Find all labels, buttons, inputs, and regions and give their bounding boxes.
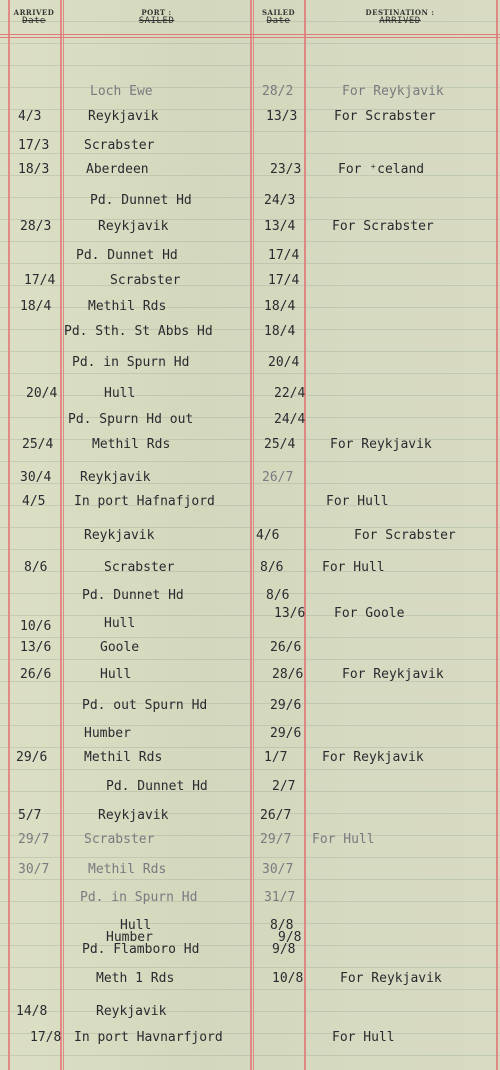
sailed-date-cell: 23/3	[270, 162, 302, 177]
sailed-date-cell: 13/6	[274, 606, 306, 621]
header-arrived: ARRIVED Date	[13, 8, 55, 26]
port-cell: Reykjavik	[84, 528, 155, 543]
port-cell: Methil Rds	[84, 750, 163, 765]
port-cell: Scrabster	[110, 273, 181, 288]
sailed-date-cell: 29/6	[270, 726, 302, 741]
destination-cell: For Reykjavik	[322, 750, 424, 765]
port-cell: Methil Rds	[92, 437, 171, 452]
port-cell: Humber	[84, 726, 131, 741]
sailed-date-cell: 25/4	[264, 437, 296, 452]
port-cell: In port Hafnafjord	[74, 494, 215, 509]
sailed-date-cell: 4/6	[256, 528, 280, 543]
sailed-date-cell: 10/8	[272, 971, 304, 986]
destination-cell: For Reykjavik	[342, 84, 444, 99]
sailed-date-cell: 28/6	[272, 667, 304, 682]
header-sailed: SAILED Date	[261, 8, 296, 26]
header-rule	[0, 37, 500, 38]
port-cell: Pd. Dunnet Hd	[90, 193, 192, 208]
port-cell: Methil Rds	[88, 862, 167, 877]
arrived-date-cell: 17/4	[24, 273, 56, 288]
port-cell: Hull	[104, 616, 136, 631]
sailed-date-cell: 24/3	[264, 193, 296, 208]
destination-cell: For Reykjavik	[330, 437, 432, 452]
port-cell: Reykjavik	[96, 1004, 167, 1019]
sailed-date-cell: 24/4	[274, 412, 306, 427]
port-cell: Pd. out Spurn Hd	[82, 698, 208, 713]
arrived-date-cell: 8/6	[24, 560, 48, 575]
port-cell: Reykjavik	[98, 219, 169, 234]
arrived-date-cell: 5/7	[18, 808, 42, 823]
port-cell: Pd. in Spurn Hd	[80, 890, 198, 905]
header-port: PORT : SAILED	[138, 8, 175, 26]
port-cell: Pd. Dunnet Hd	[82, 588, 184, 603]
sailed-date-cell: 26/7	[260, 808, 292, 823]
arrived-date-cell: 29/6	[16, 750, 48, 765]
port-cell: Pd. Dunnet Hd	[106, 779, 208, 794]
header-destination: DESTINATION : ARRIVED	[365, 8, 435, 26]
sailed-date-cell: 18/4	[264, 299, 296, 314]
port-cell: Pd. Dunnet Hd	[76, 248, 178, 263]
arrived-date-cell: 13/6	[20, 640, 52, 655]
column-rule	[304, 0, 306, 1070]
destination-cell: For Scrabster	[354, 528, 456, 543]
sailed-date-cell: 29/7	[260, 832, 292, 847]
port-cell: Pd. in Spurn Hd	[72, 355, 190, 370]
arrived-date-cell: 29/7	[18, 832, 50, 847]
destination-cell: For Goole	[334, 606, 405, 621]
arrived-date-cell: 25/4	[22, 437, 54, 452]
sailed-date-cell: 20/4	[268, 355, 300, 370]
destination-cell: For Hull	[332, 1030, 395, 1045]
port-cell: Hull	[100, 667, 132, 682]
sailed-date-cell: 13/4	[264, 219, 296, 234]
column-rule	[250, 0, 252, 1070]
port-cell: Pd. Flamboro Hd	[82, 942, 200, 957]
sailed-date-cell: 8/8	[270, 918, 294, 933]
destination-cell: For Scrabster	[332, 219, 434, 234]
sailed-date-cell: 28/2	[262, 84, 294, 99]
sailed-date-cell: 8/6	[260, 560, 284, 575]
sailed-date-cell: 17/4	[268, 248, 300, 263]
sailed-date-cell: 22/4	[274, 386, 306, 401]
port-cell: Reykjavik	[88, 109, 159, 124]
header-rule	[0, 34, 500, 35]
sailed-date-cell: 2/7	[272, 779, 296, 794]
sailed-date-cell: 26/6	[270, 640, 302, 655]
column-rule	[253, 0, 254, 1070]
port-cell: Pd. Sth. St Abbs Hd	[64, 324, 213, 339]
port-cell: Reykjavik	[98, 808, 169, 823]
arrived-date-cell: 17/8	[30, 1030, 62, 1045]
port-cell: In port Havnarfjord	[74, 1030, 223, 1045]
sailed-date-cell: 8/6	[266, 588, 290, 603]
sailed-date-cell: 9/8	[278, 930, 302, 945]
sailed-date-cell: 18/4	[264, 324, 296, 339]
port-cell: Hull	[104, 386, 136, 401]
port-cell: Meth 1 Rds	[96, 971, 175, 986]
arrived-date-cell: 20/4	[26, 386, 58, 401]
column-rule	[8, 0, 10, 1070]
sailed-date-cell: 29/6	[270, 698, 302, 713]
port-cell: Scrabster	[84, 138, 155, 153]
destination-cell: For Hull	[326, 494, 389, 509]
port-cell: Loch Ewe	[90, 84, 153, 99]
sailed-date-cell: 26/7	[262, 470, 294, 485]
column-rule	[63, 0, 64, 1070]
port-cell: Goole	[100, 640, 140, 655]
arrived-date-cell: 30/4	[20, 470, 52, 485]
port-cell: Pd. Spurn Hd out	[68, 412, 194, 427]
arrived-date-cell: 4/5	[22, 494, 46, 509]
port-cell: Methil Rds	[88, 299, 167, 314]
sailed-date-cell: 9/8	[272, 942, 296, 957]
port-cell: Hull	[120, 918, 152, 933]
destination-cell: For Hull	[312, 832, 375, 847]
port-cell: Reykjavik	[80, 470, 151, 485]
sailed-date-cell: 13/3	[266, 109, 298, 124]
port-cell: Humber	[106, 930, 153, 945]
sailed-date-cell: 1/7	[264, 750, 288, 765]
arrived-date-cell: 10/6	[20, 619, 52, 634]
arrived-date-cell: 18/4	[20, 299, 52, 314]
arrived-date-cell: 14/8	[16, 1004, 48, 1019]
column-rule	[496, 0, 498, 1070]
sailed-date-cell: 31/7	[264, 890, 296, 905]
port-cell: Scrabster	[84, 832, 155, 847]
port-cell: Aberdeen	[86, 162, 149, 177]
destination-cell: For Reykjavik	[342, 667, 444, 682]
arrived-date-cell: 18/3	[18, 162, 50, 177]
sailed-date-cell: 30/7	[262, 862, 294, 877]
arrived-date-cell: 4/3	[18, 109, 42, 124]
destination-cell: For Reykjavik	[340, 971, 442, 986]
column-rule	[60, 0, 62, 1070]
sailed-date-cell: 17/4	[268, 273, 300, 288]
port-cell: Scrabster	[104, 560, 175, 575]
destination-cell: For Hull	[322, 560, 385, 575]
arrived-date-cell: 26/6	[20, 667, 52, 682]
arrived-date-cell: 28/3	[20, 219, 52, 234]
destination-cell: For ⁺celand	[338, 162, 425, 177]
arrived-date-cell: 30/7	[18, 862, 50, 877]
arrived-date-cell: 17/3	[18, 138, 50, 153]
destination-cell: For Scrabster	[334, 109, 436, 124]
